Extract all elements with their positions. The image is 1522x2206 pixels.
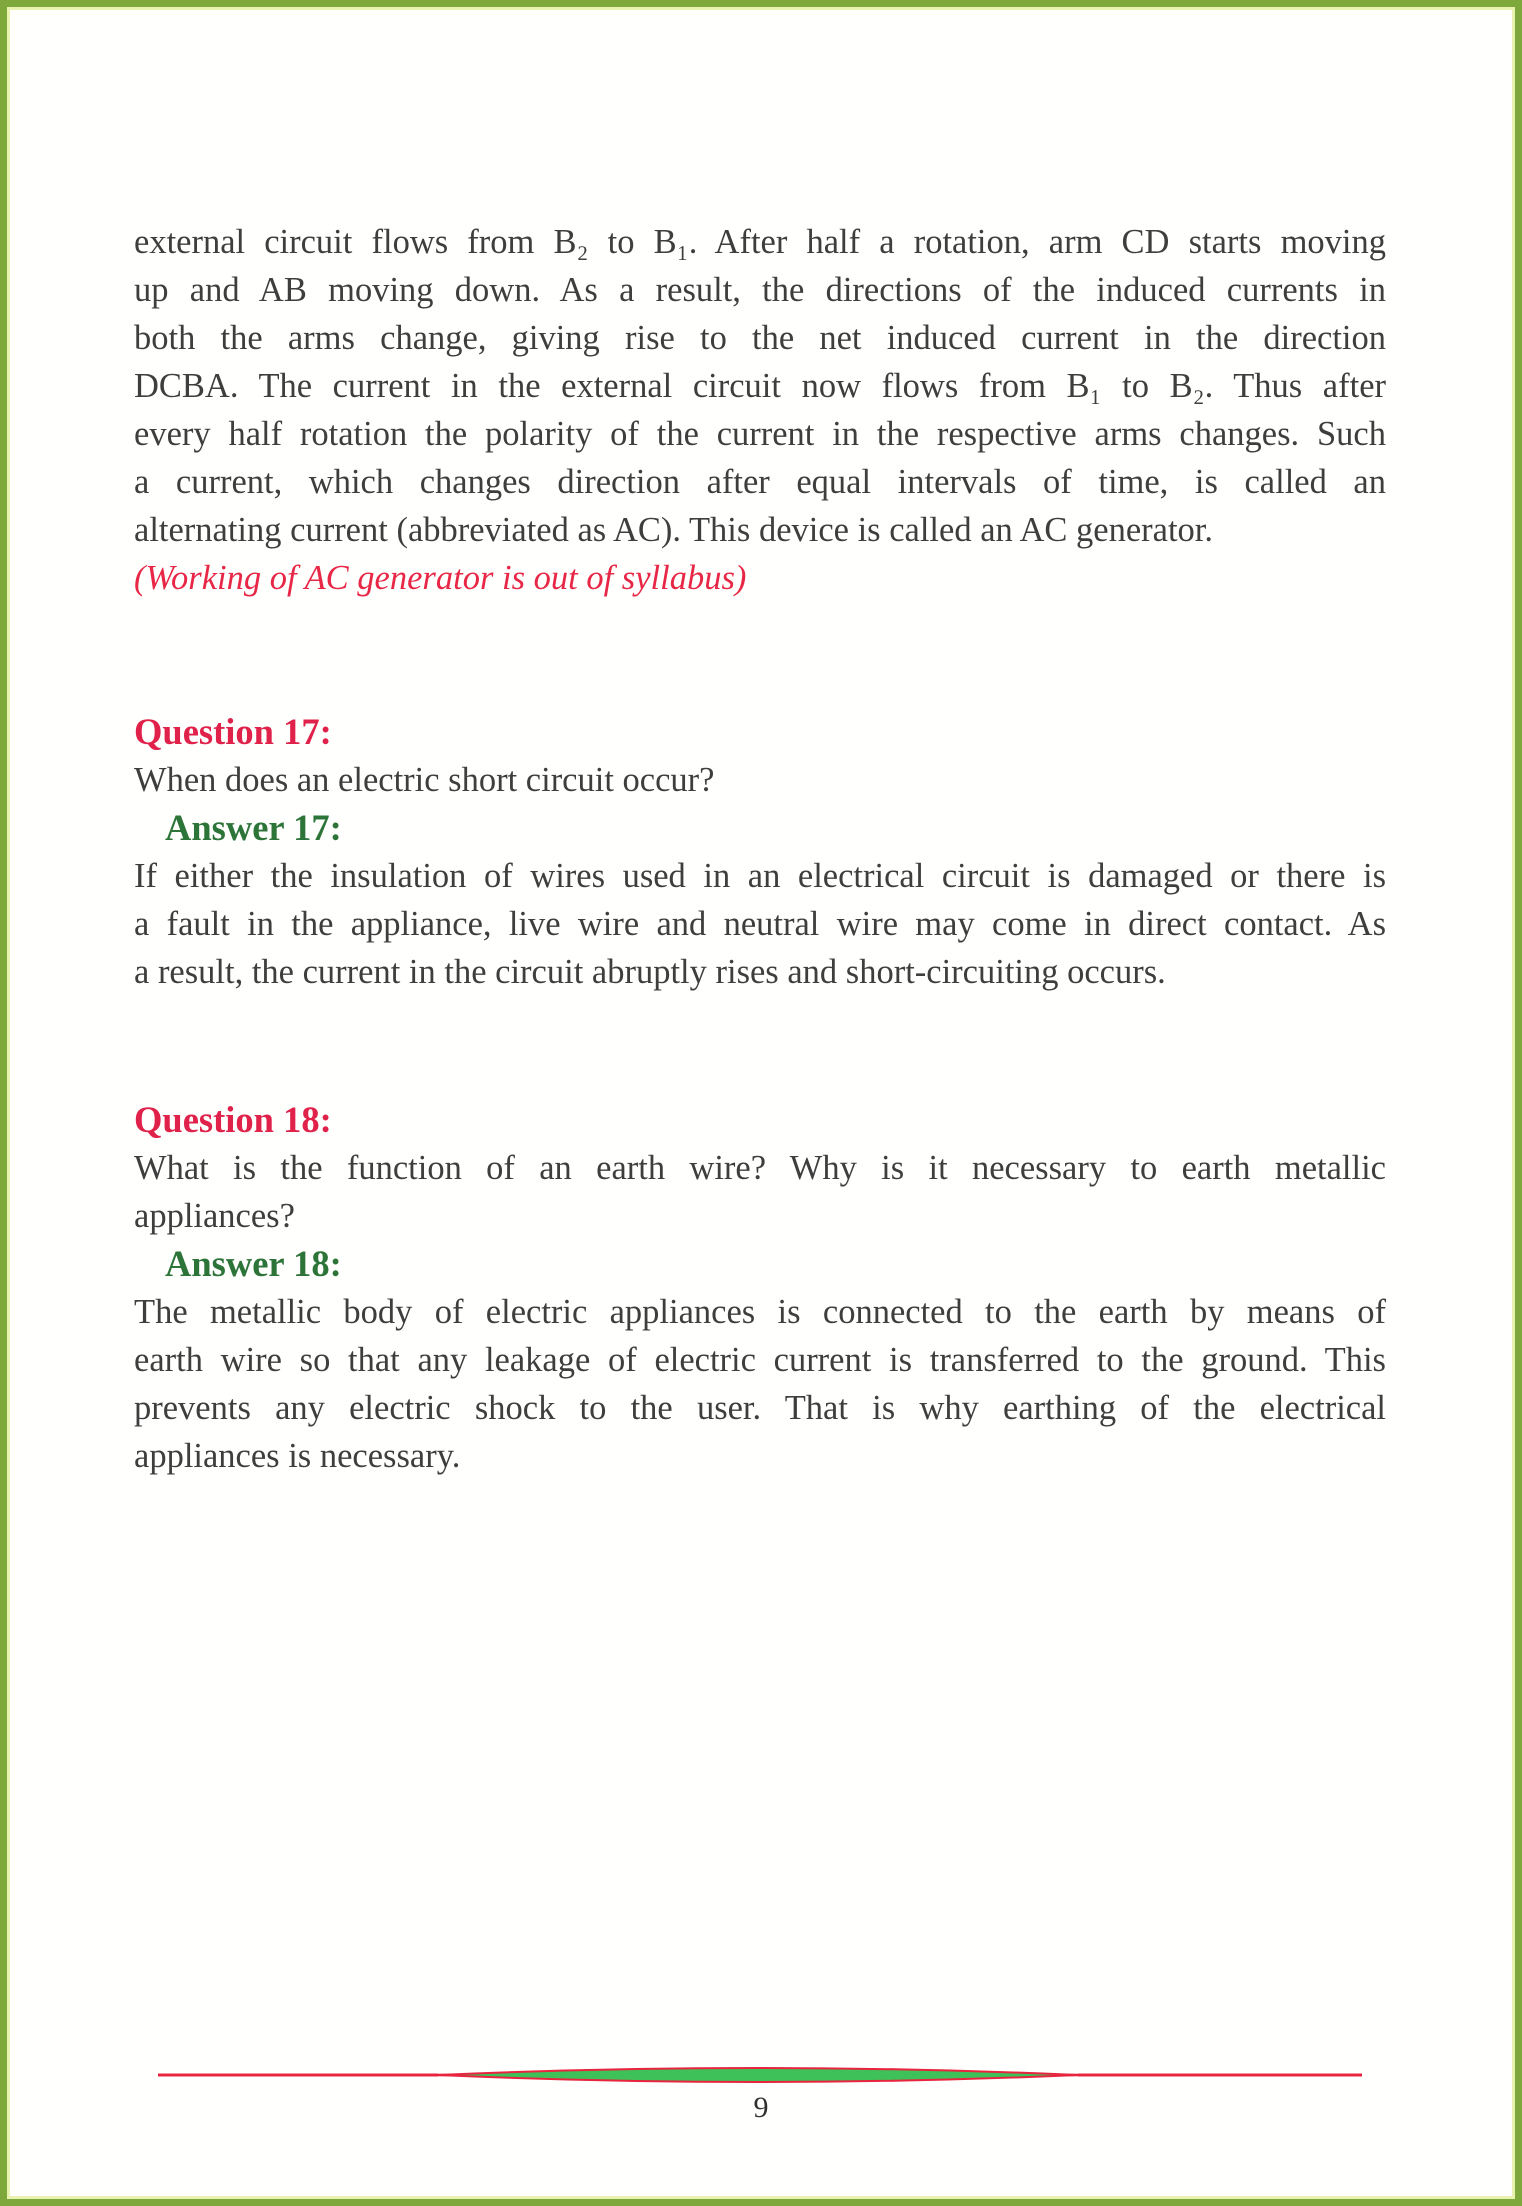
decorative-divider [156,2061,1364,2089]
text-line: prevents any electric shock to the user. That is why earthing of the electrical [134,1389,1386,1427]
text-line: a fault in the appliance, live wire and neutral wire may come in direct contact. As [134,905,1386,943]
answer-17-text [134,852,1386,996]
text-line: up and AB moving down. As a result, the directions of the induced currents in [134,271,1386,309]
question-17-text [134,756,1386,804]
text-line: both the arms change, giving rise to the net induced current in the direction [134,319,1386,357]
syllabus-note: (Working of AC generator is out of syllabus) [134,559,747,597]
text-line: The metallic body of electric appliances is connected to the earth by means of [134,1293,1386,1331]
text-line: a current, which changes direction after equal intervals of time, is called an [134,463,1386,501]
text-line: a result, the current in the circuit abruptly rises and short-circuiting occurs. [134,953,1166,991]
text-line: What is the function of an earth wire? Why is it necessary to earth metallic [134,1149,1386,1187]
text-line: appliances? [134,1197,295,1235]
page-content [134,218,1386,1480]
question-18-heading: Question 18: [134,1099,332,1140]
question-17-heading: Question 17: [134,711,332,752]
text-line: appliances is necessary. [134,1437,461,1475]
paragraph-ac-generator [134,218,1386,554]
text-line: DCBA. The current in the external circuit now flows from B₁ to B₂. Thus after [134,367,1386,405]
text-line: alternating current (abbreviated as AC). This device is called an AC generator. [134,511,1214,549]
text-line: If either the insulation of wires used in an electrical circuit is damaged or there is [134,857,1386,895]
answer-18-text [134,1288,1386,1480]
answer-18-heading: Answer 18: [165,1243,342,1284]
answer-17-heading: Answer 17: [165,807,342,848]
text-line: every half rotation the polarity of the current in the respective arms changes. Such [134,415,1386,453]
text-line: earth wire so that any leakage of electric current is transferred to the ground. This [134,1341,1386,1379]
question-18-text [134,1144,1386,1240]
text-line: external circuit flows from B₂ to B₁. After half a rotation, arm CD starts moving [134,223,1386,261]
page-number: 9 [753,2091,769,2124]
text-line: When does an electric short circuit occur? [134,761,715,799]
